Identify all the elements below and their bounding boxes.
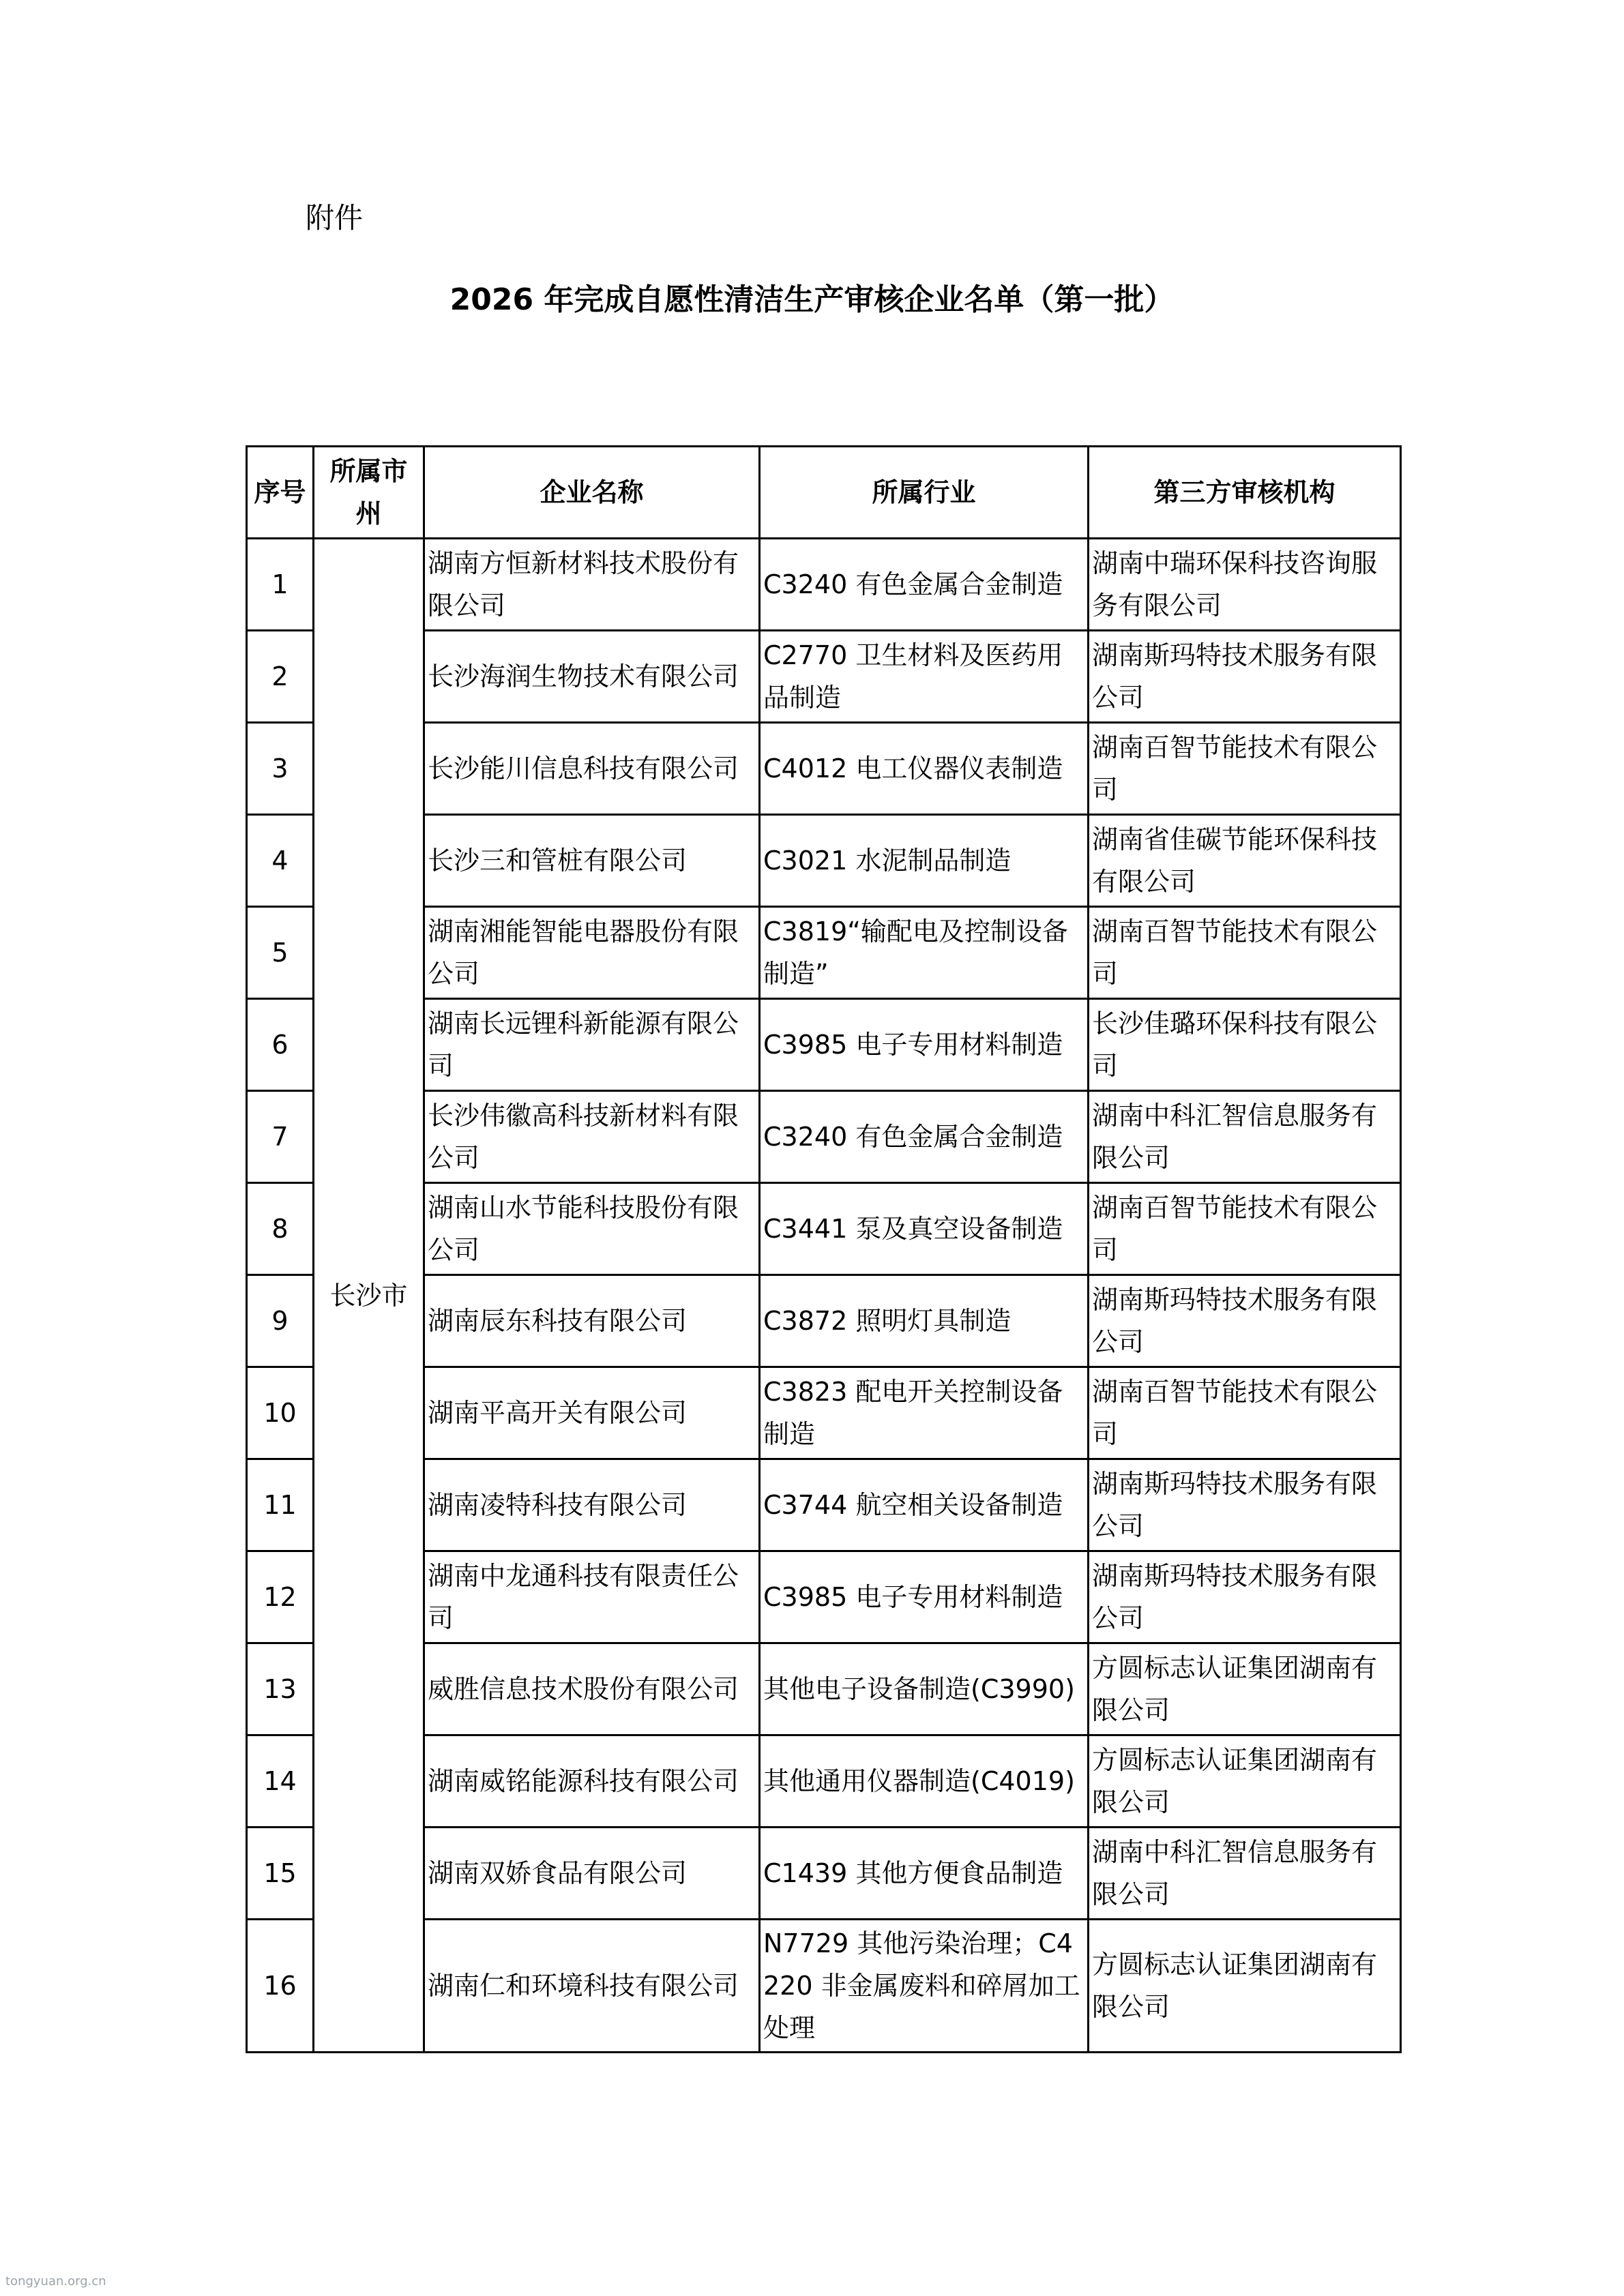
auditor-cell: 湖南百智节能技术有限公司 [1089,723,1401,815]
auditor-cell: 方圆标志认证集团湖南有限公司 [1089,1920,1401,2053]
company-cell: 长沙能川信息科技有限公司 [424,723,760,815]
table-row [247,539,1401,631]
seq-cell: 5 [247,907,314,999]
industry-cell: C3021 水泥制品制造 [760,815,1089,907]
company-cell: 湖南山水节能科技股份有限公司 [424,1183,760,1275]
auditor-cell: 湖南中科汇智信息服务有限公司 [1089,1091,1401,1183]
seq-cell: 3 [247,723,314,815]
industry-cell: C3240 有色金属合金制造 [760,1091,1089,1183]
seq-cell: 7 [247,1091,314,1183]
header-seq: 序号 [247,447,314,539]
industry-cell: C2770 卫生材料及医药用品制造 [760,631,1089,723]
seq-cell: 16 [247,1920,314,2053]
industry-cell: C3441 泵及真空设备制造 [760,1183,1089,1275]
company-cell: 威胜信息技术股份有限公司 [424,1643,760,1735]
industry-cell: C3823 配电开关控制设备制造 [760,1367,1089,1459]
auditor-cell: 湖南中瑞环保科技咨询服务有限公司 [1089,539,1401,631]
company-cell: 湖南仁和环境科技有限公司 [424,1920,760,2053]
header-city: 所属市州 [314,447,424,539]
auditor-cell: 湖南斯玛特技术服务有限公司 [1089,1551,1401,1643]
seq-cell: 8 [247,1183,314,1275]
industry-cell: C3819“输配电及控制设备制造” [760,907,1089,999]
auditor-cell: 长沙佳璐环保科技有限公司 [1089,999,1401,1091]
footer-watermark: tongyuan.org.cn [5,2274,106,2288]
auditor-cell: 湖南斯玛特技术服务有限公司 [1089,1459,1401,1551]
industry-cell: N7729 其他污染治理；C4220 非金属废料和碎屑加工处理 [760,1920,1089,2053]
seq-cell: 2 [247,631,314,723]
company-cell: 湖南湘能智能电器股份有限公司 [424,907,760,999]
seq-cell: 14 [247,1735,314,1828]
seq-cell: 4 [247,815,314,907]
table-header-row [247,447,1401,539]
header-company: 企业名称 [424,447,760,539]
company-cell: 长沙伟徽高科技新材料有限公司 [424,1091,760,1183]
auditor-cell: 湖南省佳碳节能环保科技有限公司 [1089,815,1401,907]
industry-cell: 其他通用仪器制造(C4019) [760,1735,1089,1828]
industry-cell: C3985 电子专用材料制造 [760,1551,1089,1643]
seq-cell: 11 [247,1459,314,1551]
industry-cell: C4012 电工仪器仪表制造 [760,723,1089,815]
company-cell: 湖南双娇食品有限公司 [424,1828,760,1920]
seq-cell: 12 [247,1551,314,1643]
auditor-cell: 湖南斯玛特技术服务有限公司 [1089,1275,1401,1367]
auditor-cell: 湖南斯玛特技术服务有限公司 [1089,631,1401,723]
auditor-cell: 湖南百智节能技术有限公司 [1089,1367,1401,1459]
industry-cell: C3985 电子专用材料制造 [760,999,1089,1091]
attachment-label: 附件 [306,201,364,235]
city-cell: 长沙市 [314,539,424,2053]
seq-cell: 6 [247,999,314,1091]
header-industry: 所属行业 [760,447,1089,539]
seq-cell: 9 [247,1275,314,1367]
seq-cell: 1 [247,539,314,631]
auditor-cell: 湖南中科汇智信息服务有限公司 [1089,1828,1401,1920]
industry-cell: 其他电子设备制造(C3990) [760,1643,1089,1735]
seq-cell: 13 [247,1643,314,1735]
auditor-cell: 湖南百智节能技术有限公司 [1089,1183,1401,1275]
company-cell: 湖南平高开关有限公司 [424,1367,760,1459]
company-cell: 湖南凌特科技有限公司 [424,1459,760,1551]
seq-cell: 15 [247,1828,314,1920]
industry-cell: C3744 航空相关设备制造 [760,1459,1089,1551]
auditor-cell: 方圆标志认证集团湖南有限公司 [1089,1643,1401,1735]
company-cell: 长沙海润生物技术有限公司 [424,631,760,723]
seq-cell: 10 [247,1367,314,1459]
auditor-cell: 湖南百智节能技术有限公司 [1089,907,1401,999]
header-auditor: 第三方审核机构 [1089,447,1401,539]
industry-cell: C1439 其他方便食品制造 [760,1828,1089,1920]
industry-cell: C3872 照明灯具制造 [760,1275,1089,1367]
auditor-cell: 方圆标志认证集团湖南有限公司 [1089,1735,1401,1828]
company-cell: 湖南中龙通科技有限责任公司 [424,1551,760,1643]
company-cell: 湖南方恒新材料技术股份有限公司 [424,539,760,631]
company-cell: 湖南辰东科技有限公司 [424,1275,760,1367]
company-cell: 长沙三和管桩有限公司 [424,815,760,907]
table-body [247,539,1401,2053]
document-title: 2026 年完成自愿性清洁生产审核企业名单（第一批） [449,282,1175,317]
industry-cell: C3240 有色金属合金制造 [760,539,1089,631]
company-cell: 湖南威铭能源科技有限公司 [424,1735,760,1828]
enterprise-table [246,445,1402,2053]
company-cell: 湖南长远锂科新能源有限公司 [424,999,760,1091]
